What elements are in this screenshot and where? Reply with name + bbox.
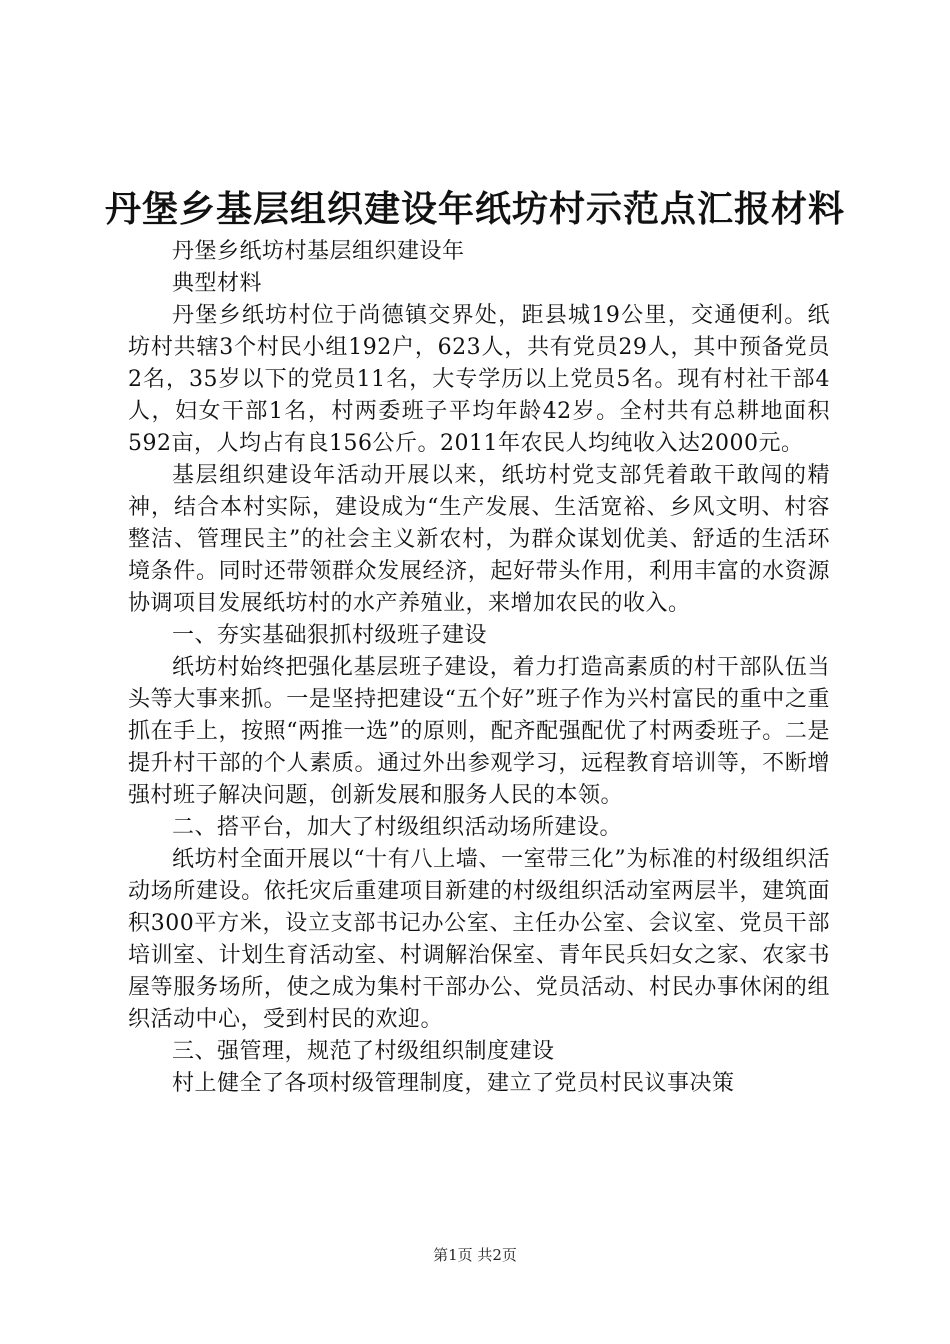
- subtitle-line-2: 典型材料: [172, 271, 263, 296]
- paragraph-activity: 基层组织建设年活动开展以来，纸坊村党支部凭着敢干敢闯的精神，结合本村实际，建设成为“生产发展、生活宽裕、乡风文明、村容整洁、管理民主”的社会主义新农村，为群众谋划优美、舒适的生活环境条件。同时还带领群众发展经济，起好带头作用，利用丰富的水资源协调项目发展纸坊村的水产养殖业，来增加农民的收入。: [128, 463, 830, 616]
- paragraph-section-3: 村上健全了各项村级管理制度，建立了党员村民议事决策: [172, 1071, 735, 1096]
- page-footer: 第1页 共2页: [433, 1246, 517, 1264]
- paragraph-section-2: 纸坊村全面开展以“十有八上墙、一室带三化”为标准的村级组织活动场所建设。依托灾后重建项目新建的村级组织活动室两层半，建筑面积300平方米，设立支部书记办公室、主任办公室、会议室、党员干部培训室、计划生育活动室、村调解治保室、青年民兵妇女之家、农家书屋等服务场所，使之成为集村干部办公、党员活动、村民办事休闲的组织活动中心，受到村民的欢迎。: [128, 847, 830, 1032]
- section-heading-3: 三、强管理，规范了村级组织制度建设: [172, 1039, 555, 1064]
- paragraph-intro: 丹堡乡纸坊村位于尚德镇交界处，距县城19公里，交通便利。纸坊村共辖3个村民小组192户，623人，共有党员29人，其中预备党员2名，35岁以下的党员11名，大专学历以上党员5名。现有村社干部4人，妇女干部1名，村两委班子平均年龄42岁。全村共有总耕地面积592亩，人均占有良156公斤。2011年农民人均纯收入达2000元。: [128, 303, 830, 456]
- document-body: [128, 236, 830, 1100]
- document-title: 丹堡乡基层组织建设年纸坊村示范点汇报材料: [104, 188, 845, 230]
- section-heading-2: 二、搭平台，加大了村级组织活动场所建设。: [172, 815, 623, 840]
- paragraph-section-1: 纸坊村始终把强化基层班子建设，着力打造高素质的村干部队伍当头等大事来抓。一是坚持把建设“五个好”班子作为兴村富民的重中之重抓在手上，按照“两推一选”的原则，配齐配强配优了村两委班子。二是提升村干部的个人素质。通过外出参观学习，远程教育培训等，不断增强村班子解决问题，创新发展和服务人民的本领。: [128, 655, 830, 808]
- subtitle-line-1: 丹堡乡纸坊村基层组织建设年: [172, 239, 465, 264]
- section-heading-1: 一、夯实基础狠抓村级班子建设: [172, 623, 488, 648]
